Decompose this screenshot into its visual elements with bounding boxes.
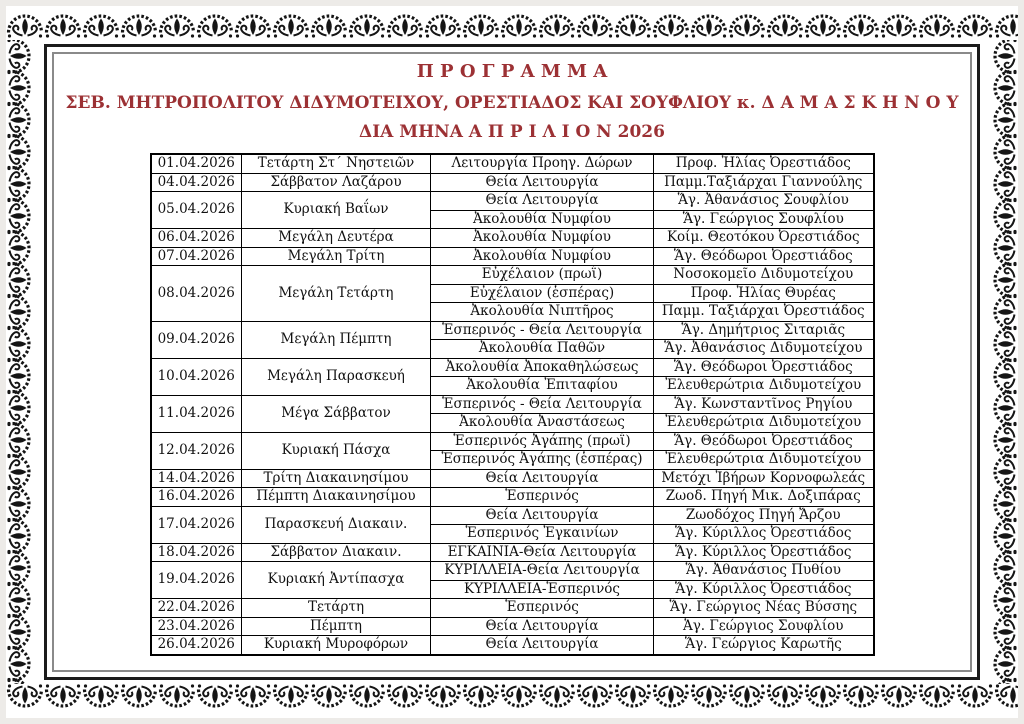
table-row	[151, 321, 874, 340]
ornament-tile	[728, 6, 766, 38]
location-cell: Ἅγ. Ἀθανάσιος Πυθίου	[654, 562, 874, 581]
date-cell: 16.04.2026	[151, 488, 242, 507]
ornament-tile	[880, 6, 918, 38]
date-cell: 22.04.2026	[151, 599, 242, 618]
day-cell: Κυριακή Πάσχα	[242, 432, 431, 469]
date-cell: 01.04.2026	[151, 154, 242, 173]
table-row	[151, 562, 874, 581]
ornament-tile	[994, 684, 1018, 716]
day-cell: Κυριακή Ἀντίπασχα	[242, 562, 431, 599]
day-cell: Μεγάλη Παρασκευή	[242, 358, 431, 395]
date-cell: 10.04.2026	[151, 358, 242, 395]
service-cell: Εὐχέλαιον (ἑσπέρας)	[431, 284, 654, 303]
date-cell: 04.04.2026	[151, 173, 242, 192]
ornament-tile	[348, 684, 386, 716]
day-cell: Τρίτη Διακαινησίμου	[242, 469, 431, 488]
ornament-tile	[500, 6, 538, 38]
location-cell: Ἅγ. Ἀθανάσιος Σουφλίου	[654, 192, 874, 211]
ornament-tile	[652, 6, 690, 38]
date-cell: 23.04.2026	[151, 617, 242, 636]
ornament-tile	[234, 6, 272, 38]
ornament-tile	[462, 6, 500, 38]
ornament-tile	[985, 677, 1017, 684]
day-cell: Μεγάλη Δευτέρα	[242, 229, 431, 248]
ornament-tile	[424, 6, 462, 38]
service-cell: Ἀκολουθία Παθῶν	[431, 340, 654, 359]
ornament-tile	[576, 6, 614, 38]
table-row	[151, 173, 874, 192]
service-cell: Θεία Λειτουργία	[431, 469, 654, 488]
ornament-tile	[424, 684, 462, 716]
ornamental-border-left	[6, 40, 40, 684]
table-row	[151, 636, 874, 655]
ornament-tile	[44, 6, 82, 38]
date-cell: 07.04.2026	[151, 247, 242, 266]
location-cell: Ἅγ. Κύριλλος Ὀρεστιάδος	[654, 525, 874, 544]
location-cell: Ἅγ. Θεόδωροι Ὀρεστιάδος	[654, 432, 874, 451]
ornament-tile	[120, 6, 158, 38]
location-cell: Ἅγ. Γεώργιος Καρωτῆς	[654, 636, 874, 655]
ornament-tile	[348, 6, 386, 38]
table-row	[151, 599, 874, 618]
location-cell: Παμμ.Ταξιάρχαι Γιαννούλης	[654, 173, 874, 192]
day-cell: Μεγάλη Τετάρτη	[242, 266, 431, 322]
service-cell: Ἑσπερινός Ἀγάπης (πρωΐ)	[431, 432, 654, 451]
ornament-tile	[728, 684, 766, 716]
location-cell: Ἅγ. Δημήτριος Σιταριᾶς	[654, 321, 874, 340]
table-row	[151, 247, 874, 266]
day-cell: Κυριακή Μυροφόρων	[242, 636, 431, 655]
ornament-tile	[82, 6, 120, 38]
ornament-tile	[196, 684, 234, 716]
service-cell: Ἀκολουθία Ἀναστάσεως	[431, 414, 654, 433]
ornamental-border-top	[6, 6, 1018, 40]
date-cell: 11.04.2026	[151, 395, 242, 432]
service-cell: Ἑσπερινός Ἀγάπης (ἑσπέρας)	[431, 451, 654, 470]
metropolitan-subtitle: ΣΕΒ. ΜΗΤΡΟΠΟΛΙΤΟΥ ΔΙΔΥΜΟΤΕΙΧΟΥ, ΟΡΕΣΤΙΑΔΟΣ ΚΑΙ ΣΟΥΦΛΙΟΥ κ. Δ Α Μ Α Σ Κ Η Ν Ο Υ	[65, 93, 959, 113]
service-cell: Ἀκολουθία Νυμφίου	[431, 229, 654, 248]
ornament-tile	[842, 684, 880, 716]
location-cell: Ἐλευθερώτρια Διδυμοτείχου	[654, 414, 874, 433]
location-cell: Ζωοδ. Πηγή Μικ. Δοξιπάρας	[654, 488, 874, 507]
service-cell: Εὐχέλαιον (πρωΐ)	[431, 266, 654, 285]
table-row	[151, 266, 874, 285]
table-row	[151, 154, 874, 173]
service-cell: Ἑσπερινός - Θεία Λειτουργία	[431, 321, 654, 340]
day-cell: Μεγάλη Πέμπτη	[242, 321, 431, 358]
service-cell: Ἀκολουθία Νυμφίου	[431, 210, 654, 229]
service-cell: Ἑσπερινός - Θεία Λειτουργία	[431, 395, 654, 414]
service-cell: Ἑσπερινός	[431, 599, 654, 618]
date-cell: 08.04.2026	[151, 266, 242, 322]
service-cell: Θεία Λειτουργία	[431, 506, 654, 525]
ornament-tile	[44, 684, 82, 716]
ornament-tile	[766, 684, 804, 716]
ornament-tile	[614, 6, 652, 38]
service-cell: Ἑσπερινός	[431, 488, 654, 507]
ornament-tile	[690, 684, 728, 716]
date-cell: 12.04.2026	[151, 432, 242, 469]
ornament-tile	[7, 677, 39, 684]
ornament-tile	[918, 684, 956, 716]
ornament-tile	[804, 6, 842, 38]
service-cell: Ἑσπερινός Ἐγκαινίων	[431, 525, 654, 544]
ornamental-border-right	[984, 40, 1018, 684]
day-cell: Σάββατον Λαζάρου	[242, 173, 431, 192]
location-cell: Ἅγ. Ἀθανάσιος Διδυμοτείχου	[654, 340, 874, 359]
service-cell: Ἀκολουθία Ἐπιταφίου	[431, 377, 654, 396]
table-row	[151, 432, 874, 451]
table-row	[151, 488, 874, 507]
location-cell: Προφ. Ἠλίας Ὀρεστιάδος	[654, 154, 874, 173]
location-cell: Μετόχι Ἰβήρων Κορνοφωλεάς	[654, 469, 874, 488]
service-cell: Ἀκολουθία Νιπτῆρος	[431, 303, 654, 322]
ornament-tile	[158, 6, 196, 38]
ornament-tile	[310, 684, 348, 716]
date-cell: 17.04.2026	[151, 506, 242, 543]
ornament-tile	[6, 684, 44, 716]
location-cell: Προφ. Ἠλίας Θυρέας	[654, 284, 874, 303]
table-row	[151, 469, 874, 488]
service-cell: Λειτουργία Προηγ. Δώρων	[431, 154, 654, 173]
ornamental-border-bottom	[6, 684, 1018, 718]
location-cell: Ζωοδόχος Πηγή Ἄρζου	[654, 506, 874, 525]
day-cell: Τετάρτη Στ΄ Νηστειῶν	[242, 154, 431, 173]
ornament-tile	[234, 684, 272, 716]
location-cell: Ἅγ. Κύριλλος Ὀρεστιάδος	[654, 580, 874, 599]
location-cell: Ἅγ. Γεώργιος Σουφλίου	[654, 210, 874, 229]
ornament-tile	[994, 6, 1018, 38]
day-cell: Πέμπτη	[242, 617, 431, 636]
schedule-table	[150, 153, 875, 656]
location-cell: Νοσοκομεῖο Διδυμοτείχου	[654, 266, 874, 285]
table-row	[151, 358, 874, 377]
ornament-tile	[576, 684, 614, 716]
date-cell: 14.04.2026	[151, 469, 242, 488]
ornament-tile	[538, 6, 576, 38]
ornament-tile	[386, 6, 424, 38]
date-cell: 18.04.2026	[151, 543, 242, 562]
day-cell: Σάββατον Διακαιν.	[242, 543, 431, 562]
ornament-tile	[462, 684, 500, 716]
ornament-tile	[956, 6, 994, 38]
day-cell: Παρασκευή Διακαιν.	[242, 506, 431, 543]
date-cell: 26.04.2026	[151, 636, 242, 655]
location-cell: Ἅγ. Γεώργιος Νέας Βύσσης	[654, 599, 874, 618]
ornament-tile	[272, 684, 310, 716]
location-cell: Ἅγ. Θεόδωροι Ὀρεστιάδος	[654, 247, 874, 266]
day-cell: Κυριακή Βαΐων	[242, 192, 431, 229]
location-cell: Ἐλευθερώτρια Διδυμοτείχου	[654, 377, 874, 396]
table-row	[151, 395, 874, 414]
service-cell: Θεία Λειτουργία	[431, 636, 654, 655]
ornament-tile	[6, 6, 44, 38]
table-row	[151, 617, 874, 636]
service-cell: ΚΥΡΙΛΛΕΙΑ-Θεία Λειτουργία	[431, 562, 654, 581]
ornament-tile	[386, 684, 424, 716]
date-cell: 05.04.2026	[151, 192, 242, 229]
location-cell: Κοίμ. Θεοτόκου Ὀρεστιάδος	[654, 229, 874, 248]
ornament-tile	[120, 684, 158, 716]
day-cell: Πέμπτη Διακαινησίμου	[242, 488, 431, 507]
table-row	[151, 506, 874, 525]
location-cell: Ἐλευθερώτρια Διδυμοτείχου	[654, 451, 874, 470]
page-title: Π Ρ Ο Γ Ρ Α Μ Μ Α	[416, 61, 608, 82]
location-cell: Παμμ. Ταξιάρχαι Ὀρεστιάδος	[654, 303, 874, 322]
service-cell: ΕΓΚΑΙΝΙΑ-Θεία Λειτουργία	[431, 543, 654, 562]
ornament-tile	[310, 6, 348, 38]
date-cell: 06.04.2026	[151, 229, 242, 248]
table-row	[151, 192, 874, 211]
location-cell: Ἅγ. Κύριλλος Ὀρεστιάδος	[654, 543, 874, 562]
ornament-tile	[918, 6, 956, 38]
service-cell: Ἀκολουθία Ἀποκαθηλώσεως	[431, 358, 654, 377]
table-row	[151, 543, 874, 562]
table-row	[151, 229, 874, 248]
day-cell: Τετάρτη	[242, 599, 431, 618]
date-cell: 19.04.2026	[151, 562, 242, 599]
day-cell: Μεγάλη Τρίτη	[242, 247, 431, 266]
service-cell: Θεία Λειτουργία	[431, 173, 654, 192]
month-subtitle: ΔΙΑ ΜΗΝΑ Α Π Ρ Ι Λ Ι Ο Ν 2026	[359, 122, 665, 142]
ornament-tile	[956, 684, 994, 716]
day-cell: Μέγα Σάββατον	[242, 395, 431, 432]
service-cell: Ἀκολουθία Νυμφίου	[431, 247, 654, 266]
ornament-tile	[272, 6, 310, 38]
service-cell: Θεία Λειτουργία	[431, 192, 654, 211]
ornament-tile	[196, 6, 234, 38]
date-cell: 09.04.2026	[151, 321, 242, 358]
location-cell: Ἅγ. Θεόδωροι Ὀρεστιάδος	[654, 358, 874, 377]
ornament-tile	[880, 684, 918, 716]
ornament-tile	[614, 684, 652, 716]
service-cell: Θεία Λειτουργία	[431, 617, 654, 636]
ornament-tile	[690, 6, 728, 38]
ornament-tile	[842, 6, 880, 38]
page-content	[57, 57, 967, 667]
ornament-tile	[82, 684, 120, 716]
ornament-tile	[766, 6, 804, 38]
ornament-tile	[538, 684, 576, 716]
service-cell: ΚΥΡΙΛΛΕΙΑ-Ἑσπερινός	[431, 580, 654, 599]
ornament-tile	[804, 684, 842, 716]
ornament-tile	[500, 684, 538, 716]
ornament-tile	[652, 684, 690, 716]
ornament-tile	[158, 684, 196, 716]
location-cell: Ἅγ. Κωνσταντῖνος Ρηγίου	[654, 395, 874, 414]
location-cell: Ἁγ. Γεώργιος Σουφλίου	[654, 617, 874, 636]
